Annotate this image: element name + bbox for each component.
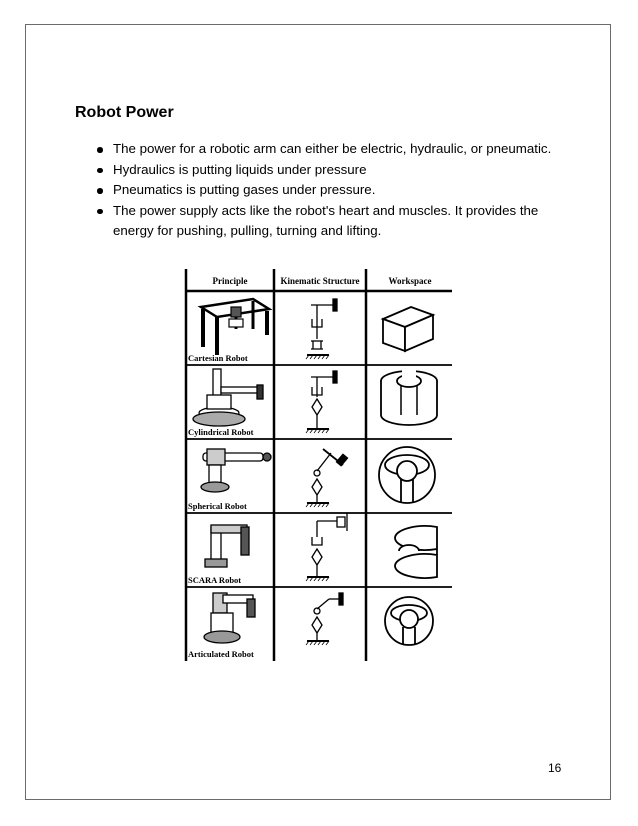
row-label: SCARA Robot	[188, 575, 242, 585]
bullet-item: The power supply acts like the robot's heart and muscles. It provides the energy for pushing, pulling, turning and lifting.	[75, 201, 575, 242]
scara-robot-icon	[205, 525, 249, 567]
articulated-workspace-icon	[385, 597, 433, 645]
bullet-icon	[97, 147, 103, 153]
cylinder-workspace-icon	[381, 369, 437, 425]
robot-types-figure	[183, 269, 452, 661]
bullet-icon	[97, 168, 103, 174]
bullet-item: Hydraulics is putting liquids under pressure	[75, 160, 575, 181]
scara-workspace-icon	[395, 526, 437, 578]
column-header-kinematic: Kinematic Structure	[280, 276, 360, 286]
row-label: Cartesian Robot	[188, 353, 248, 363]
bullet-icon	[97, 209, 103, 215]
spherical-robot-icon	[201, 449, 271, 492]
bullet-item: The power for a robotic arm can either be electric, hydraulic, or pneumatic.	[75, 139, 575, 160]
robot-types-table	[183, 269, 452, 661]
articulated-robot-icon	[204, 593, 255, 643]
articulated-kinematic-icon	[306, 593, 343, 645]
bullet-list	[75, 139, 575, 242]
cartesian-kinematic-icon	[306, 299, 337, 359]
section-heading: Robot Power	[75, 104, 174, 121]
row-label: Cylindrical Robot	[188, 427, 254, 437]
cylindrical-kinematic-icon	[306, 371, 337, 433]
row-label: Articulated Robot	[188, 649, 254, 659]
box-workspace-icon	[383, 307, 433, 351]
page-number: 16	[548, 761, 562, 775]
spherical-kinematic-icon	[306, 449, 348, 507]
cylindrical-robot-icon	[193, 369, 263, 426]
bullet-icon	[97, 188, 103, 194]
cartesian-robot-icon	[201, 299, 269, 355]
sphere-workspace-icon	[379, 447, 435, 503]
row-label: Spherical Robot	[188, 501, 247, 511]
column-header-workspace: Workspace	[388, 276, 432, 286]
bullet-item: Pneumatics is putting gases under pressure.	[75, 180, 575, 201]
column-header-principle: Principle	[212, 276, 248, 286]
scara-kinematic-icon	[306, 513, 347, 581]
